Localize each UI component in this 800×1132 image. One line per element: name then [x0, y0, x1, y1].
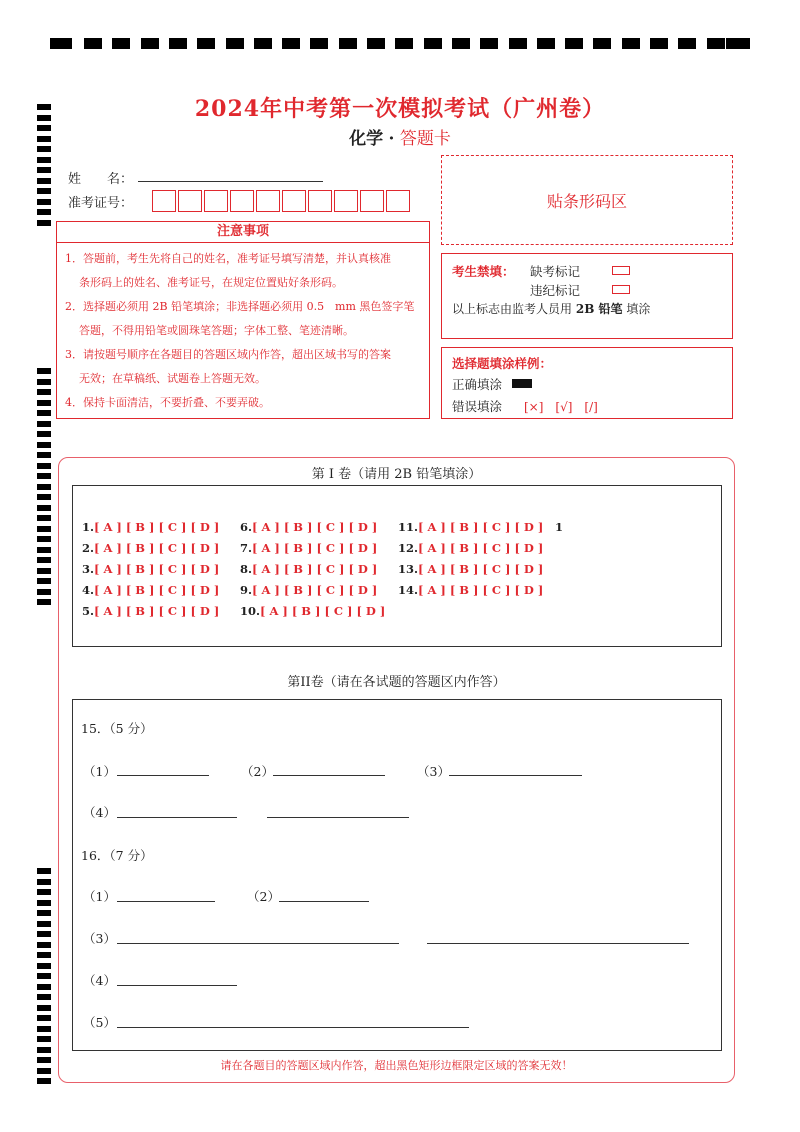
id-digit-box[interactable]	[334, 190, 358, 212]
absent-mark-box[interactable]	[612, 266, 630, 275]
sample-heading: 选择题填涂样例：	[452, 356, 553, 371]
q16-part5-label: （5）	[83, 1015, 116, 1030]
id-digit-box[interactable]	[152, 190, 176, 212]
notice-item-3-line2: 无效；在草稿纸、试题卷上答题无效。	[79, 372, 266, 385]
notice-item-1-line1: 1．答题前，考生先将自己的姓名，准考证号填写清楚，并认真核准	[65, 252, 391, 265]
q16-part1-line[interactable]	[117, 901, 215, 902]
forbid-box	[441, 253, 733, 339]
mc-question[interactable]: 1.[ A ] [ B ] [ C ] [ D ]	[82, 520, 220, 534]
card-label: 答题卡	[399, 129, 451, 149]
section2-title: 第II卷（请在各试题的答题区内作答）	[287, 675, 506, 690]
id-digit-box[interactable]	[230, 190, 254, 212]
q16-part2-line[interactable]	[279, 901, 369, 902]
timing-mark	[37, 931, 51, 937]
page-title: 2024年中考第一次模拟考试（广州卷）	[194, 96, 606, 122]
subject-label: 化学	[349, 129, 384, 149]
timing-mark	[37, 220, 51, 226]
timing-mark	[37, 410, 51, 416]
timing-mark	[650, 38, 668, 49]
exam-id-label: 准考证号：	[68, 196, 134, 211]
timing-mark	[367, 38, 385, 49]
mc-question[interactable]: 4.[ A ] [ B ] [ C ] [ D ]	[82, 583, 220, 597]
timing-mark	[37, 526, 51, 532]
timing-mark	[37, 952, 51, 958]
q16-part4-line[interactable]	[117, 985, 237, 986]
absent-label: 缺考标记	[530, 264, 581, 279]
q16-label: 16．（7 分）	[81, 848, 153, 863]
timing-mark	[537, 38, 555, 49]
q16-part2-label: （2）	[247, 889, 280, 904]
q15-part1-line[interactable]	[117, 775, 209, 776]
notice-item-4-line1: 4．保持卡面清洁，不要折叠、不要弄破。	[65, 396, 270, 409]
q15-label: 15．（5 分）	[81, 721, 153, 736]
subtitle-dot: ·	[388, 129, 395, 149]
mc-question[interactable]: 14.[ A ] [ B ] [ C ] [ D ]	[398, 583, 544, 597]
timing-mark	[37, 1078, 51, 1084]
timing-mark	[282, 38, 300, 49]
timing-mark	[37, 536, 51, 542]
mc-question[interactable]: 11.[ A ] [ B ] [ C ] [ D ]	[398, 520, 544, 534]
timing-mark	[37, 557, 51, 563]
forbid-note-pre: 以上标志由监考人员用	[452, 302, 573, 316]
timing-mark	[678, 38, 696, 49]
timing-mark	[707, 38, 725, 49]
timing-mark	[37, 1068, 51, 1074]
timing-mark	[84, 38, 102, 49]
timing-mark	[37, 973, 51, 979]
correct-label: 正确填涂	[452, 377, 503, 392]
timing-mark	[37, 389, 51, 395]
sample-box	[441, 347, 733, 419]
timing-mark	[254, 38, 272, 49]
id-digit-box[interactable]	[178, 190, 202, 212]
timing-mark	[37, 963, 51, 969]
timing-mark	[37, 421, 51, 427]
mc-question[interactable]: 12.[ A ] [ B ] [ C ] [ D ]	[398, 541, 544, 555]
notice-heading: 注意事项	[57, 222, 429, 243]
timing-mark	[37, 188, 51, 194]
id-digit-box[interactable]	[204, 190, 228, 212]
mc-question[interactable]: 3.[ A ] [ B ] [ C ] [ D ]	[82, 562, 220, 576]
timing-mark	[37, 1057, 51, 1063]
timing-mark	[37, 1015, 51, 1021]
q15-part4-line[interactable]	[117, 817, 237, 818]
timing-mark	[424, 38, 442, 49]
exam-id-boxes[interactable]	[152, 190, 412, 212]
written-answer-box	[72, 699, 722, 1051]
q15-part2-line[interactable]	[273, 775, 385, 776]
id-digit-box[interactable]	[256, 190, 280, 212]
timing-mark	[395, 38, 413, 49]
timing-mark	[726, 38, 750, 49]
timing-mark	[37, 578, 51, 584]
id-digit-box[interactable]	[386, 190, 410, 212]
timing-mark	[37, 484, 51, 490]
q16-part3-line-b[interactable]	[427, 943, 689, 944]
wrong-label: 错误填涂	[452, 399, 503, 414]
timing-mark	[37, 431, 51, 437]
timing-mark	[37, 1036, 51, 1042]
footer-warning: 请在各题目的答题区域内作答，超出黑色矩形边框限定区域的答案无效！	[220, 1059, 573, 1072]
timing-mark	[37, 442, 51, 448]
correct-fill-sample	[512, 379, 532, 388]
timing-mark	[37, 984, 51, 990]
notice-item-1-line2: 条形码上的姓名、准考证号，在规定位置贴好条形码。	[79, 276, 343, 289]
mc-question[interactable]: 8.[ A ] [ B ] [ C ] [ D ]	[240, 562, 378, 576]
timing-mark	[37, 1026, 51, 1032]
barcode-label: 贴条形码区	[546, 191, 627, 211]
mc-question[interactable]: 13.[ A ] [ B ] [ C ] [ D ]	[398, 562, 544, 576]
timing-mark	[37, 568, 51, 574]
stray-mark: 1	[555, 520, 564, 534]
timing-mark	[37, 178, 51, 184]
timing-mark	[37, 900, 51, 906]
timing-mark	[141, 38, 159, 49]
timing-mark	[37, 473, 51, 479]
timing-mark	[37, 547, 51, 553]
timing-mark	[37, 942, 51, 948]
timing-mark	[37, 1005, 51, 1011]
timing-mark	[37, 589, 51, 595]
timing-mark	[37, 599, 51, 605]
violation-mark-box[interactable]	[612, 285, 630, 294]
forbid-label: 考生禁填：	[452, 264, 515, 279]
q16-part1-label: （1）	[83, 889, 116, 904]
mc-question[interactable]: 2.[ A ] [ B ] [ C ] [ D ]	[82, 541, 220, 555]
timing-mark	[197, 38, 215, 49]
timing-mark	[37, 921, 51, 927]
id-digit-box[interactable]	[282, 190, 306, 212]
timing-mark	[37, 368, 51, 374]
q15-part4-label: （4）	[83, 805, 116, 820]
timing-mark	[509, 38, 527, 49]
q16-part4-label: （4）	[83, 973, 116, 988]
barcode-area	[441, 155, 733, 245]
timing-mark	[37, 400, 51, 406]
wrong-marks: [×] [√] [/]	[524, 400, 598, 414]
q16-part3-line[interactable]	[117, 943, 399, 944]
timing-mark	[37, 463, 51, 469]
timing-mark	[452, 38, 470, 49]
timing-mark	[37, 494, 51, 500]
multiple-choice-box	[72, 485, 722, 647]
timing-mark	[37, 505, 51, 511]
notice-body	[57, 243, 429, 415]
forbid-note-post: 填涂	[626, 302, 651, 316]
timing-mark	[37, 209, 51, 215]
timing-mark	[565, 38, 583, 49]
q16-part3-label: （3）	[83, 931, 116, 946]
timing-mark	[37, 879, 51, 885]
q15-part4-line-b[interactable]	[267, 817, 409, 818]
notice-box	[56, 221, 430, 419]
forbid-note-bold: 2B 铅笔	[575, 302, 623, 316]
q15-part2-label: （2）	[241, 764, 274, 779]
timing-marks-top	[50, 38, 750, 52]
page-subtitle	[0, 124, 800, 149]
timing-mark	[622, 38, 640, 49]
timing-mark	[37, 452, 51, 458]
q15-part3-label: （3）	[417, 764, 450, 779]
forbid-note	[452, 300, 650, 317]
violation-label: 违纪标记	[530, 283, 581, 298]
q15-part3-line[interactable]	[449, 775, 582, 776]
timing-mark	[37, 199, 51, 205]
mc-question[interactable]: 10.[ A ] [ B ] [ C ] [ D ]	[240, 604, 386, 618]
name-label: 姓 名：	[68, 172, 134, 187]
name-field[interactable]	[138, 181, 323, 182]
section1-title: 第 I 卷（请用 2B 铅笔填涂）	[311, 467, 482, 482]
timing-mark	[37, 157, 51, 163]
q16-part5-line[interactable]	[117, 1027, 469, 1028]
timing-mark	[112, 38, 130, 49]
timing-mark	[593, 38, 611, 49]
timing-mark	[480, 38, 498, 49]
timing-mark	[169, 38, 187, 49]
notice-item-2-line2: 答题，不得用铅笔或圆珠笔答题；字体工整、笔迹清晰。	[79, 324, 354, 337]
id-digit-box[interactable]	[360, 190, 384, 212]
notice-item-2-line1: 2．选择题必须用 2B 铅笔填涂；非选择题必须用 0.5 mm 黑色签字笔	[65, 300, 415, 313]
timing-mark	[339, 38, 357, 49]
mc-question[interactable]: 5.[ A ] [ B ] [ C ] [ D ]	[82, 604, 220, 618]
mc-question[interactable]: 6.[ A ] [ B ] [ C ] [ D ]	[240, 520, 378, 534]
timing-mark	[37, 167, 51, 173]
timing-mark	[37, 1047, 51, 1053]
timing-mark	[37, 889, 51, 895]
timing-mark	[37, 994, 51, 1000]
q15-part1-label: （1）	[83, 764, 116, 779]
timing-mark	[37, 868, 51, 874]
timing-mark	[310, 38, 328, 49]
timing-mark	[226, 38, 244, 49]
mc-question[interactable]: 9.[ A ] [ B ] [ C ] [ D ]	[240, 583, 378, 597]
timing-mark	[37, 515, 51, 521]
id-digit-box[interactable]	[308, 190, 332, 212]
timing-mark	[50, 38, 72, 49]
timing-mark	[37, 910, 51, 916]
timing-mark	[37, 379, 51, 385]
mc-question[interactable]: 7.[ A ] [ B ] [ C ] [ D ]	[240, 541, 378, 555]
notice-item-3-line1: 3．请按题号顺序在各题目的答题区域内作答，超出区域书写的答案	[65, 348, 391, 361]
